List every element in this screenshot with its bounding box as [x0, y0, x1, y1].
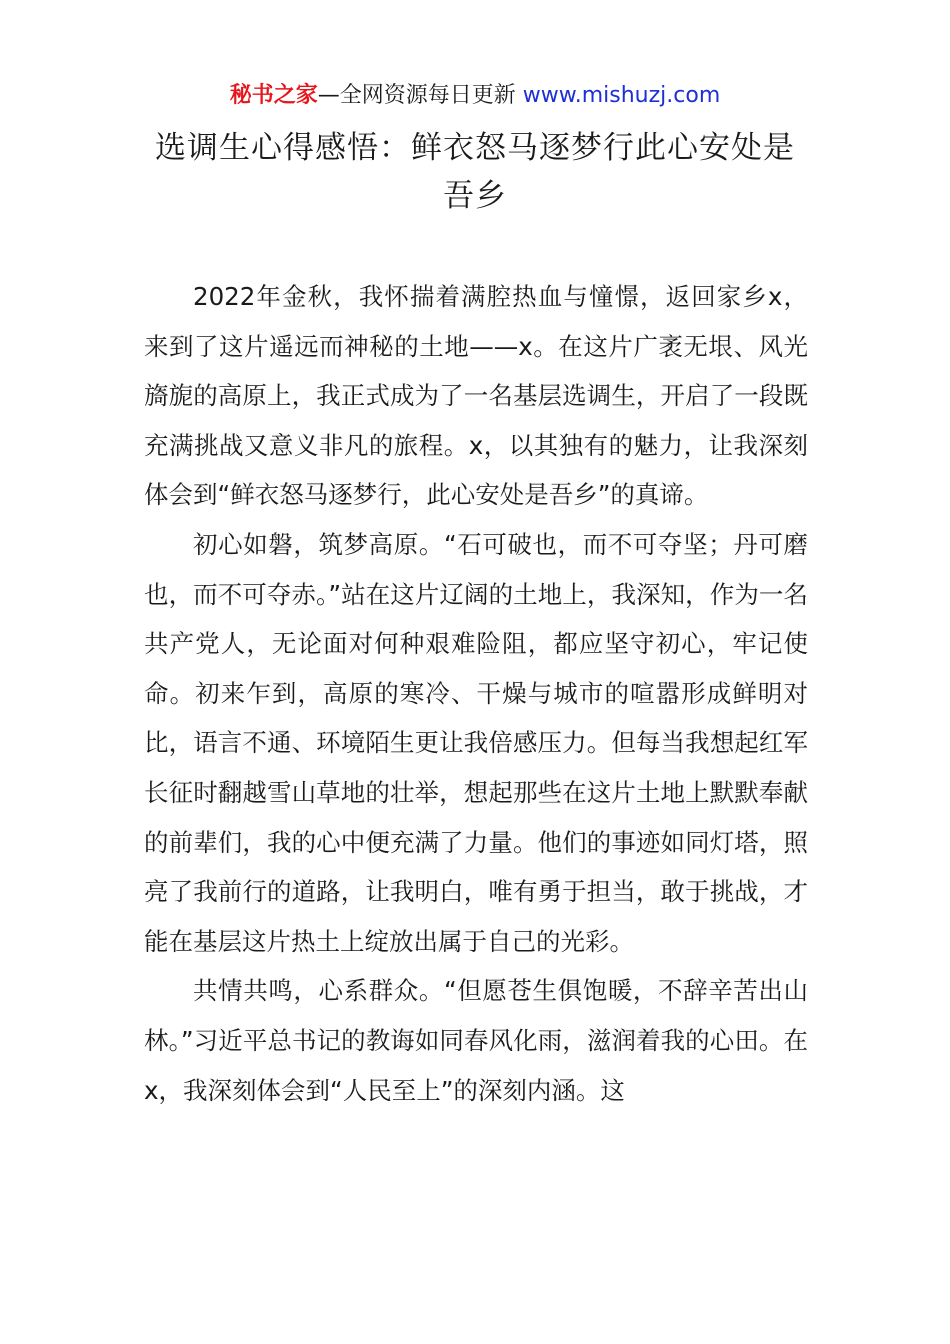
site-tagline: —全网资源每日更新 [317, 83, 523, 108]
document-body [144, 272, 808, 1115]
paragraph: 2022年金秋，我怀揣着满腔热血与憧憬，返回家乡x，来到了这片遥远而神秘的土地——x。在这片广袤无垠、风光旖旎的高原上，我正式成为了一名基层选调生，开启了一段既充满挑战又意义非凡的旅程。x，以其独有的魅力，让我深刻体会到“鲜衣怒马逐梦行，此心安处是吾乡”的真谛。 [144, 282, 808, 510]
site-header [0, 80, 950, 112]
site-url-link[interactable]: www.mishuzj.com [522, 83, 721, 108]
site-brand: 秘书之家 [229, 83, 318, 108]
document-title: 选调生心得感悟：鲜衣怒马逐梦行此心安处是吾乡 [155, 130, 795, 214]
paragraph: 共情共鸣，心系群众。“但愿苍生俱饱暖，不辞辛苦出山林。”习近平总书记的教诲如同春风化雨，滋润着我的心田。在x，我深刻体会到“人民至上”的深刻内涵。这 [144, 976, 808, 1105]
paragraph: 初心如磐，筑梦高原。“石可破也，而不可夺坚；丹可磨也，而不可夺赤。”站在这片辽阔的土地上，我深知，作为一名共产党人，无论面对何种艰难险阻，都应坚守初心，牢记使命。初来乍到，高原的寒冷、干燥与城市的喧嚣形成鲜明对比，语言不通、环境陌生更让我倍感压力。但每当我想起红军长征时翻越雪山草地的壮举，想起那些在这片土地上默默奉献的前辈们，我的心中便充满了力量。他们的事迹如同灯塔，照亮了我前行的道路，让我明白，唯有勇于担当，敢于挑战，才能在基层这片热土上绽放出属于自己的光彩。 [144, 529, 808, 956]
